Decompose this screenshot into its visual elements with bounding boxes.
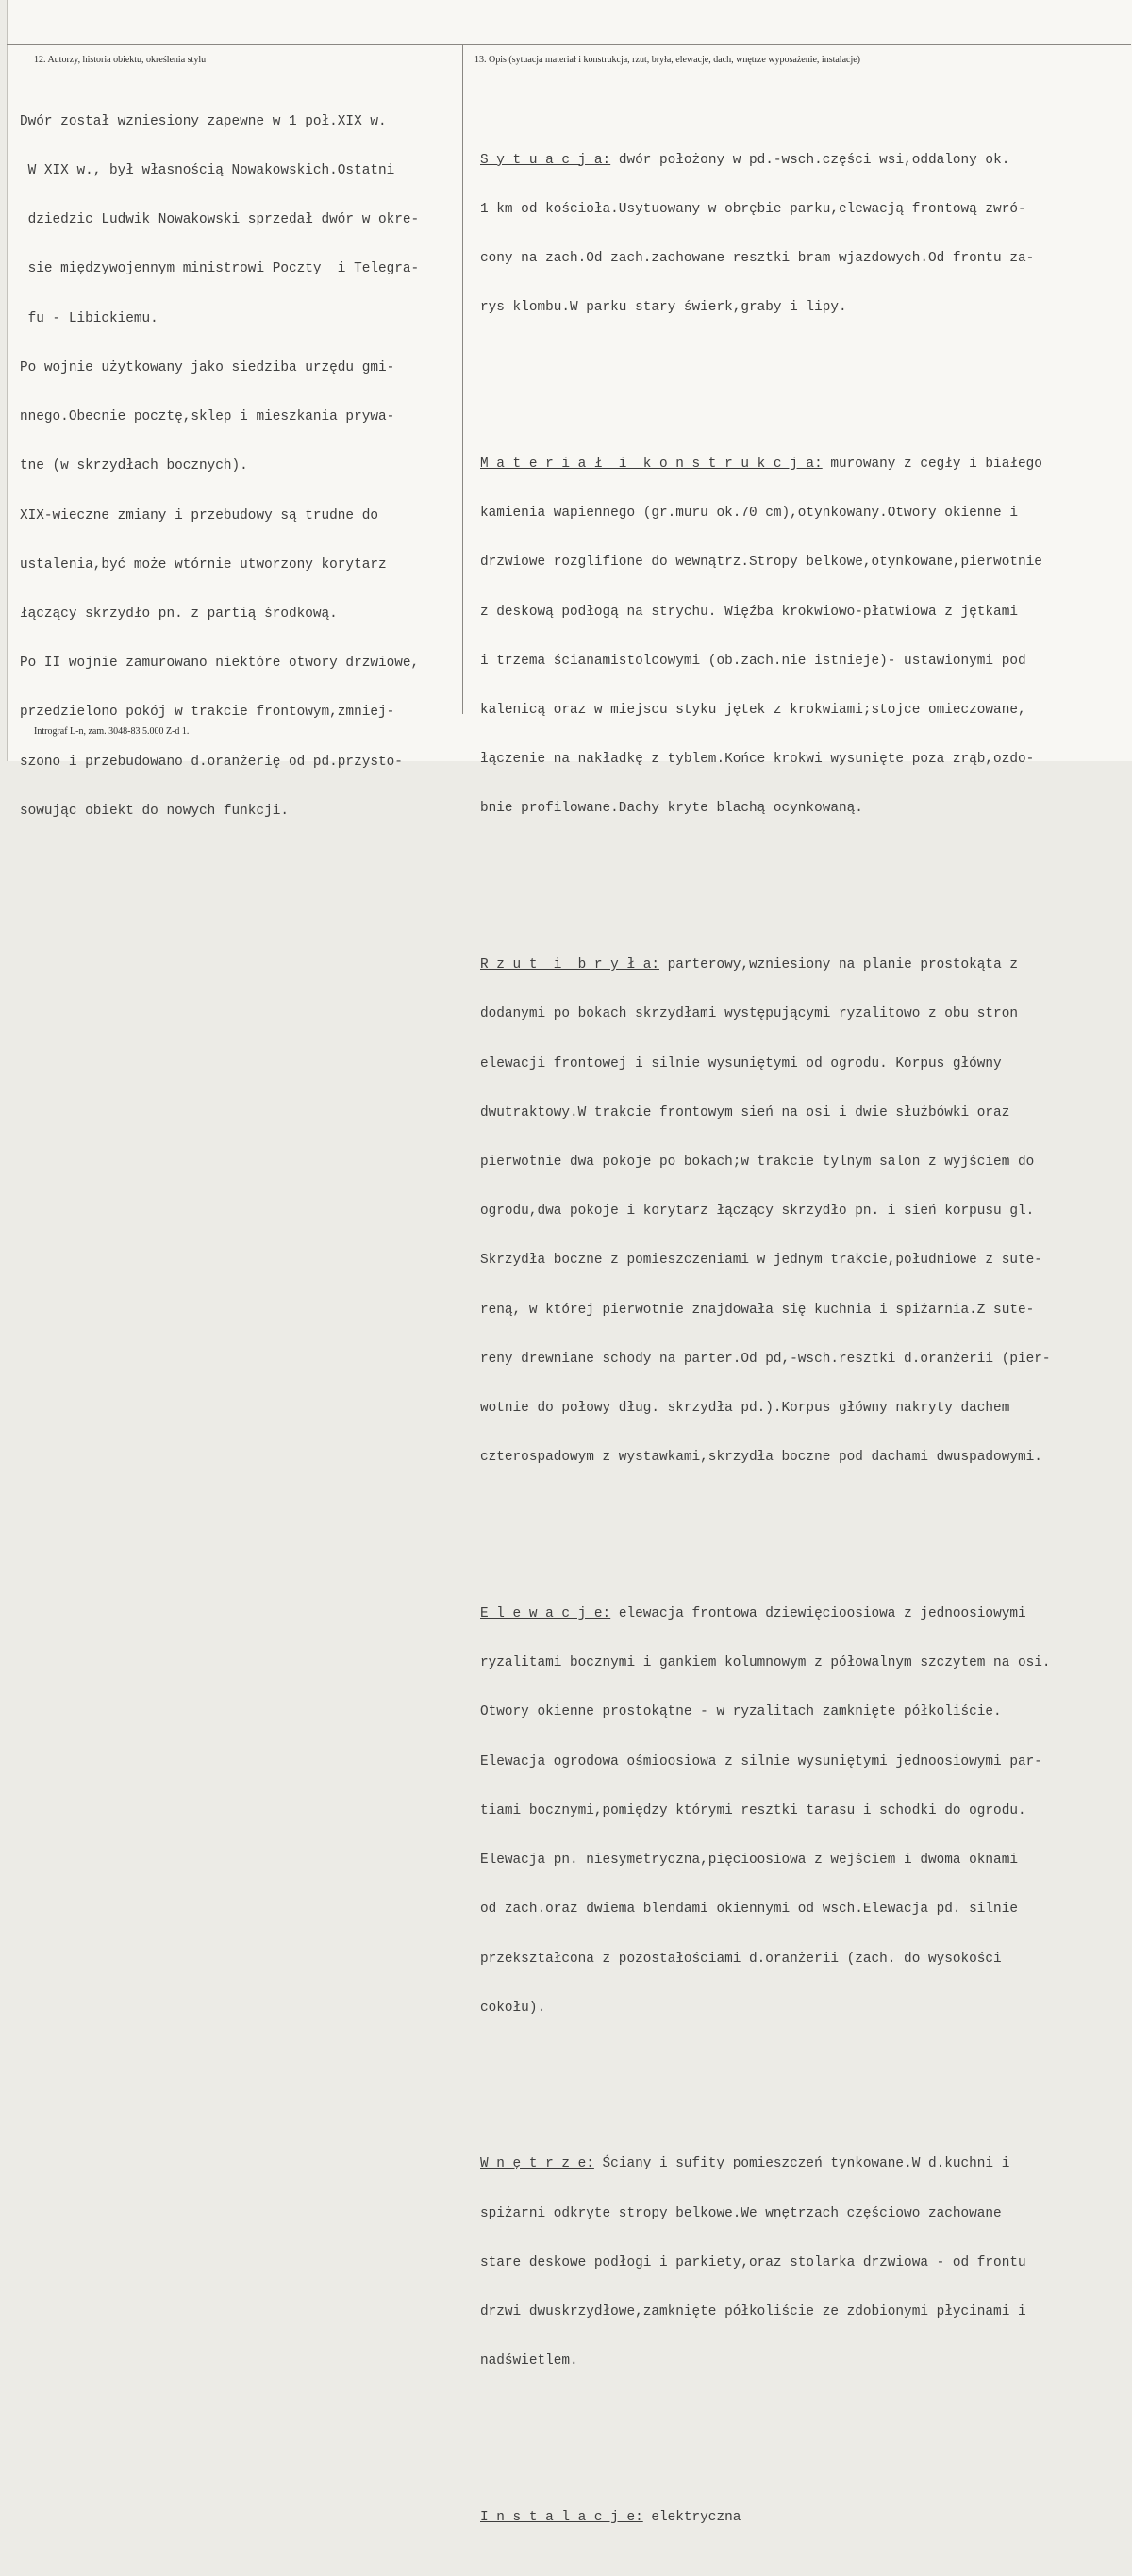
- text-line: [480, 2156, 1051, 2172]
- text-line: łączący skrzydło pn. z partią środkową.: [20, 607, 338, 622]
- text-line: fu - Libickiemu.: [20, 310, 158, 326]
- text-line: tiami bocznymi,pomiędzy którymi resztki tarasu i schodki do ogrodu.: [480, 1803, 1026, 1819]
- text-line: przekształcona z pozostałościami d.oranżerii (zach. do wysokości: [480, 1951, 1002, 1967]
- text-line: szono i przebudowano d.oranżerię od pd.przysto-: [20, 754, 403, 770]
- text-line: Po wojnie użytkowany jako siedziba urzędu gmi-: [20, 359, 395, 375]
- section-label: E l e w a c j e:: [480, 1605, 611, 1621]
- text-line: reną, w której pierwotnie znajdowała się kuchnia i spiżarnia.Z sute-: [480, 1302, 1035, 1318]
- section-label: M a t e r i a ł i k o n s t r u k c j a:: [480, 456, 823, 472]
- text-line: Po II wojnie zamurowano niektóre otwory drzwiowe,: [20, 656, 420, 672]
- text-line: Elewacja ogrodowa ośmioosiowa z silnie wysuniętymi jednoosiowymi par-: [480, 1753, 1042, 1770]
- text-line: bnie profilowane.Dachy kryte blachą ocynkowaną.: [480, 801, 863, 817]
- section-gap: [480, 382, 1051, 391]
- text-line: cokołu).: [480, 2000, 546, 2016]
- right-column-header: 13. Opis (sytuacja materiał i konstrukcja, rzut, bryła, elewacje, dach, wnętrze wyposażenie, instalacje): [474, 55, 860, 65]
- section-instalacje: [480, 2477, 1051, 2559]
- text-line: [480, 457, 1051, 473]
- column-divider: [462, 44, 463, 714]
- text-line: reny drewniane schody na parter.Od pd,-wsch.resztki d.oranżerii (pier-: [480, 1351, 1051, 1367]
- text-line: drzwiowe rozglifione do wewnątrz.Stropy belkowe,otynkowane,pierwotnie: [480, 555, 1042, 571]
- section-wnetrze: [480, 2124, 1051, 2403]
- text-line: Dwór został wzniesiony zapewne w 1 poł.XIX w.: [20, 113, 387, 129]
- text-line-start: Ściany i sufity pomieszczeń tynkowane.W d.kuchni i: [593, 2156, 1010, 2172]
- text-line: kalenicą oraz w miejscu styku jętek z krokwiami;stojce omieczowane,: [480, 703, 1026, 719]
- header-rule: [7, 44, 1131, 45]
- text-line: stare deskowe podłogi i parkiety,oraz stolarka drzwiowa - od frontu: [480, 2254, 1026, 2270]
- text-line: nnego.Obecnie pocztę,sklep i mieszkania prywa-: [20, 409, 395, 425]
- text-line: i trzema ścianamistolcowymi (ob.zach.nie istnieje)- ustawionymi pod: [480, 653, 1026, 669]
- section-label: I n s t a l a c j e:: [480, 2509, 643, 2525]
- text-line: cony na zach.Od zach.zachowane resztki bram wjazdowych.Od frontu za-: [480, 251, 1035, 267]
- section-sytuacja: [480, 120, 1051, 350]
- section-rzut: [480, 924, 1051, 1499]
- text-line: z deskową podłogą na strychu. Więźba krokwiowo-płatwiowa z jętkami: [480, 604, 1018, 620]
- description-text: [480, 87, 1051, 2576]
- text-line: ustalenia,być może wtórnie utworzony korytarz: [20, 557, 387, 573]
- text-line: łączenie na nakładkę z tyblem.Końce krokwi wysunięte poza zrąb,ozdo-: [480, 752, 1035, 768]
- text-line: czterospadowym z wystawkami,skrzydła boczne pod dachami dwuspadowymi.: [480, 1450, 1042, 1466]
- text-line: ogrodu,dwa pokoje i korytarz łączący skrzydło pn. i sień korpusu gl.: [480, 1204, 1035, 1220]
- section-elewacje: [480, 1573, 1051, 2050]
- text-line: 1 km od kościoła.Usytuowany w obrębie parku,elewacją frontową zwró-: [480, 201, 1026, 217]
- section-gap: [480, 2435, 1051, 2444]
- text-line-start: parterowy,wzniesiony na planie prostokąta z: [659, 957, 1018, 973]
- text-line: sowując obiekt do nowych funkcji.: [20, 803, 289, 819]
- text-line-start: elektryczna: [642, 2509, 741, 2525]
- section-label: R z u t i b r y ł a:: [480, 957, 659, 973]
- section-gap: [480, 2083, 1051, 2091]
- text-line: Elewacja pn. niesymetryczna,pięcioosiowa z wejściem i dwoma oknami: [480, 1853, 1018, 1869]
- text-line-start: dwór położony w pd.-wsch.części wsi,oddalony ok.: [610, 152, 1010, 168]
- section-label: S y t u a c j a:: [480, 152, 611, 168]
- section-material: [480, 424, 1051, 851]
- text-line: pierwotnie dwa pokoje po bokach;w trakcie tylnym salon z wyjściem do: [480, 1155, 1035, 1170]
- text-line: od zach.oraz dwiema blendami okiennymi od wsch.Elewacja pd. silnie: [480, 1902, 1018, 1918]
- text-line: dwutraktowy.W trakcie frontowym sień na osi i dwie służbówki oraz: [480, 1105, 1010, 1121]
- text-line-start: elewacja frontowa dziewięcioosiowa z jednoosiowymi: [610, 1605, 1026, 1621]
- text-line: nadświetlem.: [480, 2353, 578, 2369]
- text-line: tne (w skrzydłach bocznych).: [20, 458, 248, 474]
- section-label: W n ę t r z e:: [480, 2156, 594, 2172]
- text-line: [480, 957, 1051, 973]
- text-line: Otwory okienne prostokątne - w ryzalitach zamknięte półkoliście.: [480, 1704, 1002, 1720]
- text-line: elewacji frontowej i silnie wysuniętymi od ogrodu. Korpus główny: [480, 1055, 1002, 1072]
- text-line: wotnie do połowy dług. skrzydła pd.).Korpus główny nakryty dachem: [480, 1401, 1010, 1417]
- history-text: [20, 81, 419, 837]
- text-line: spiżarni odkryte stropy belkowe.We wnętrzach częściowo zachowane: [480, 2205, 1002, 2221]
- text-line: kamienia wapiennego (gr.muru ok.70 cm),otynkowany.Otwory okienne i: [480, 506, 1018, 522]
- text-line: ryzalitami bocznymi i gankiem kolumnowym z półowalnym szczytem na osi.: [480, 1655, 1051, 1671]
- text-line: XIX-wieczne zmiany i przebudowy są trudne do: [20, 507, 378, 524]
- text-line: sie międzywojennym ministrowi Poczty i Telegra-: [20, 261, 420, 277]
- text-line: dodanymi po bokach skrzydłami występującymi ryzalitowo z obu stron: [480, 1006, 1018, 1022]
- section-gap: [480, 1532, 1051, 1540]
- text-line: Skrzydła boczne z pomieszczeniami w jednym trakcie,południowe z sute-: [480, 1253, 1042, 1269]
- text-line: [480, 153, 1051, 169]
- text-line: [480, 2510, 1051, 2526]
- printer-imprint: Intrograf L-n, zam. 3048-83 5.000 Z-d 1.: [34, 726, 190, 737]
- text-line-start: murowany z cegły i białego: [822, 456, 1042, 472]
- text-line: [480, 1606, 1051, 1622]
- text-line: dziedzic Ludwik Nowakowski sprzedał dwór w okre-: [20, 212, 420, 228]
- text-line: drzwi dwuskrzydłowe,zamknięte półkoliście ze zdobionymi płycinami i: [480, 2304, 1026, 2320]
- section-gap: [480, 884, 1051, 892]
- text-line: rys klombu.W parku stary świerk,graby i lipy.: [480, 300, 847, 316]
- text-line: przedzielono pokój w trakcie frontowym,zmniej-: [20, 705, 395, 721]
- text-line: W XIX w., był własnością Nowakowskich.Ostatni: [20, 163, 395, 179]
- left-column-header: 12. Autorzy, historia obiektu, określenia stylu: [34, 55, 207, 65]
